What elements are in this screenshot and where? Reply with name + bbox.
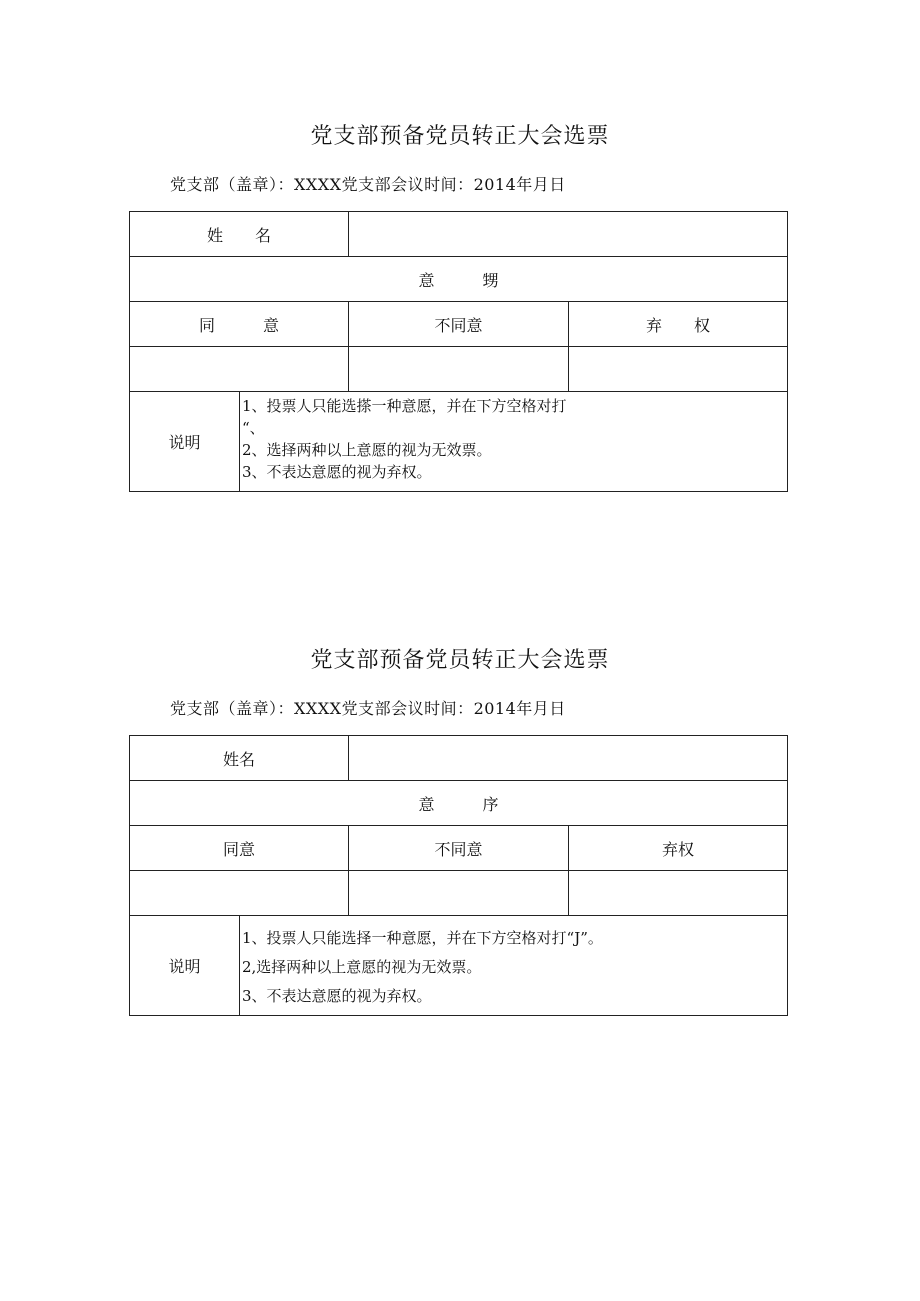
name-row	[130, 212, 787, 257]
vote-row	[130, 871, 787, 916]
options-row	[130, 826, 787, 871]
opinion-row	[130, 781, 787, 826]
ballot-table	[129, 735, 788, 1016]
name-row	[130, 736, 787, 781]
note-line-2: 2,选择两种以上意愿的视为无效票。	[242, 958, 482, 976]
name-value-cell[interactable]	[349, 736, 787, 780]
note-line-2: “、	[242, 419, 265, 437]
note-line-1: 1、投票人只能选搽一种意愿，并在下方空格对打	[242, 397, 567, 415]
ballot-table	[129, 211, 788, 492]
vote-cell-agree[interactable]	[130, 871, 349, 915]
ballot-title: 党支部预备党员转正大会选票	[310, 124, 610, 149]
name-label: 姓名	[130, 736, 349, 780]
option-agree-label: 同 意	[130, 302, 349, 346]
vote-cell-disagree[interactable]	[349, 347, 569, 391]
opinion-label: 意 甥	[418, 270, 499, 290]
vote-cell-abstain[interactable]	[569, 871, 787, 915]
notes-text	[240, 916, 787, 1015]
note-line-3: 3、不表达意愿的视为弃权。	[242, 987, 432, 1005]
option-abstain-label: 弃 权	[645, 315, 710, 335]
opinion-label: 意 序	[418, 794, 499, 814]
option-agree-label: 同意	[130, 826, 349, 870]
option-abstain-label: 弃权	[661, 839, 694, 859]
notes-label: 说明	[130, 392, 240, 491]
opinion-row	[130, 257, 787, 302]
notes-row	[130, 392, 787, 491]
notes-label: 说明	[130, 916, 240, 1015]
ballot-header-line: 党支部（盖章）：XXXX党支部会议时间：2014年月日	[170, 699, 566, 718]
vote-cell-agree[interactable]	[130, 347, 349, 391]
name-label: 姓 名	[130, 212, 349, 256]
option-disagree-label: 不同意	[349, 826, 569, 870]
option-disagree-label: 不同意	[349, 302, 569, 346]
options-row	[130, 302, 787, 347]
vote-cell-disagree[interactable]	[349, 871, 569, 915]
note-line-3: 2、选择两种以上意愿的视为无效票。	[242, 441, 492, 459]
ballot-title: 党支部预备党员转正大会选票	[310, 648, 610, 673]
vote-row	[130, 347, 787, 392]
name-value-cell[interactable]	[349, 212, 787, 256]
note-line-4: 3、不表达意愿的视为弃权。	[242, 463, 432, 481]
notes-row	[130, 916, 787, 1015]
notes-text	[240, 392, 787, 491]
vote-cell-abstain[interactable]	[569, 347, 787, 391]
ballot-header-line: 党支部（盖章）：XXXX党支部会议时间：2014年月日	[170, 175, 566, 194]
note-line-1: 1、投票人只能选择一种意愿，并在下方空格对打“J”。	[242, 929, 603, 947]
